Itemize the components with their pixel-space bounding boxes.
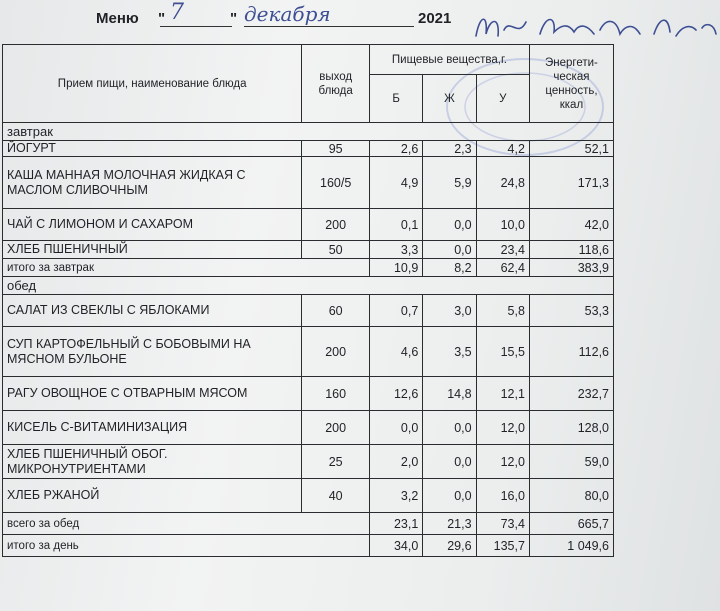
dish-zh: 0,0 [423,241,476,259]
dish-u: 24,8 [476,157,529,209]
dish-b: 0,7 [369,295,422,327]
dish-b: 2,0 [369,445,422,479]
total-energy: 665,7 [529,513,613,535]
total-label: всего за обед [3,513,370,535]
month-underline [244,26,414,27]
total-b: 23,1 [369,513,422,535]
total-energy: 1 049,6 [529,535,613,557]
dish-output: 95 [302,141,370,157]
dish-name: СУП КАРТОФЕЛЬНЫЙ С БОБОВЫМИ НА МЯСНОМ БУЛЬОНЕ [3,327,302,377]
day-total-row [3,535,614,557]
column-header-nutrients: Пищевые вещества,г. [369,45,529,75]
menu-table [2,44,614,557]
dish-u: 10,0 [476,209,529,241]
total-u: 135,7 [476,535,529,557]
dish-energy: 80,0 [529,479,613,513]
dish-energy: 171,3 [529,157,613,209]
dish-energy: 112,6 [529,327,613,377]
table-row [3,377,614,411]
column-header-zh: Ж [423,75,476,123]
dish-b: 2,6 [369,141,422,157]
dish-name: САЛАТ ИЗ СВЕКЛЫ С ЯБЛОКАМИ [3,295,302,327]
dish-u: 12,0 [476,445,529,479]
table-row [3,327,614,377]
dish-output: 200 [302,411,370,445]
table-row [3,445,614,479]
lunch-total-row [3,513,614,535]
table-row [3,157,614,209]
dish-zh: 5,9 [423,157,476,209]
total-b: 10,9 [369,259,422,277]
quote-close: " [230,10,238,27]
total-u: 73,4 [476,513,529,535]
dish-b: 0,0 [369,411,422,445]
dish-zh: 14,8 [423,377,476,411]
table-row [3,411,614,445]
dish-output: 60 [302,295,370,327]
dish-zh: 2,3 [423,141,476,157]
dish-name: ХЛЕБ ПШЕНИЧНЫЙ ОБОГ. МИКРОНУТРИЕНТАМИ [3,445,302,479]
menu-year: 2021 [418,10,452,27]
dish-zh: 0,0 [423,479,476,513]
dish-output: 25 [302,445,370,479]
dish-name: ХЛЕБ ПШЕНИЧНЫЙ [3,241,302,259]
total-zh: 29,6 [423,535,476,557]
dish-u: 16,0 [476,479,529,513]
dish-name: ЙОГУРТ [3,141,302,157]
dish-output: 50 [302,241,370,259]
dish-name: РАГУ ОВОЩНОЕ С ОТВАРНЫМ МЯСОМ [3,377,302,411]
dish-zh: 3,0 [423,295,476,327]
handwritten-signature [470,8,720,48]
dish-u: 5,8 [476,295,529,327]
dish-zh: 0,0 [423,411,476,445]
column-header-name: Прием пищи, наименование блюда [3,45,302,123]
day-underline [160,26,232,27]
dish-b: 4,6 [369,327,422,377]
column-header-output: выход блюда [302,45,370,123]
dish-b: 3,2 [369,479,422,513]
total-b: 34,0 [369,535,422,557]
dish-name: КИСЕЛЬ С-ВИТАМИНИЗАЦИЯ [3,411,302,445]
dish-u: 15,5 [476,327,529,377]
dish-output: 200 [302,327,370,377]
dish-energy: 118,6 [529,241,613,259]
dish-b: 4,9 [369,157,422,209]
dish-zh: 3,5 [423,327,476,377]
table-row [3,241,614,259]
dish-output: 160/5 [302,157,370,209]
table-row [3,209,614,241]
dish-u: 12,0 [476,411,529,445]
section-title-lunch: обед [3,277,614,295]
column-header-u: У [476,75,529,123]
dish-zh: 0,0 [423,445,476,479]
dish-energy: 232,7 [529,377,613,411]
dish-energy: 59,0 [529,445,613,479]
dish-energy: 128,0 [529,411,613,445]
dish-b: 0,1 [369,209,422,241]
handwritten-day: 7 [170,0,184,25]
total-label: итого за завтрак [3,259,370,277]
dish-u: 4,2 [476,141,529,157]
dish-name: ХЛЕБ РЖАНОЙ [3,479,302,513]
dish-output: 160 [302,377,370,411]
handwritten-month: декабря [244,2,331,26]
column-header-b: Б [369,75,422,123]
dish-output: 40 [302,479,370,513]
dish-name: КАША МАННАЯ МОЛОЧНАЯ ЖИДКАЯ С МАСЛОМ СЛИВОЧНЫМ [3,157,302,209]
dish-output: 200 [302,209,370,241]
total-zh: 21,3 [423,513,476,535]
section-title-breakfast: завтрак [3,123,614,141]
table-row [3,141,614,157]
dish-b: 12,6 [369,377,422,411]
dish-energy: 42,0 [529,209,613,241]
table-row [3,479,614,513]
dish-b: 3,3 [369,241,422,259]
dish-u: 12,1 [476,377,529,411]
table-row [3,295,614,327]
quote-open: " [158,10,166,27]
total-energy: 383,9 [529,259,613,277]
dish-zh: 0,0 [423,209,476,241]
total-label: итого за день [3,535,370,557]
column-header-energy: Энергети-ческая ценность, ккал [529,45,613,123]
dish-energy: 52,1 [529,141,613,157]
breakfast-total-row [3,259,614,277]
dish-name: ЧАЙ С ЛИМОНОМ И САХАРОМ [3,209,302,241]
dish-u: 23,4 [476,241,529,259]
menu-label: Меню [96,10,139,27]
dish-energy: 53,3 [529,295,613,327]
total-u: 62,4 [476,259,529,277]
total-zh: 8,2 [423,259,476,277]
